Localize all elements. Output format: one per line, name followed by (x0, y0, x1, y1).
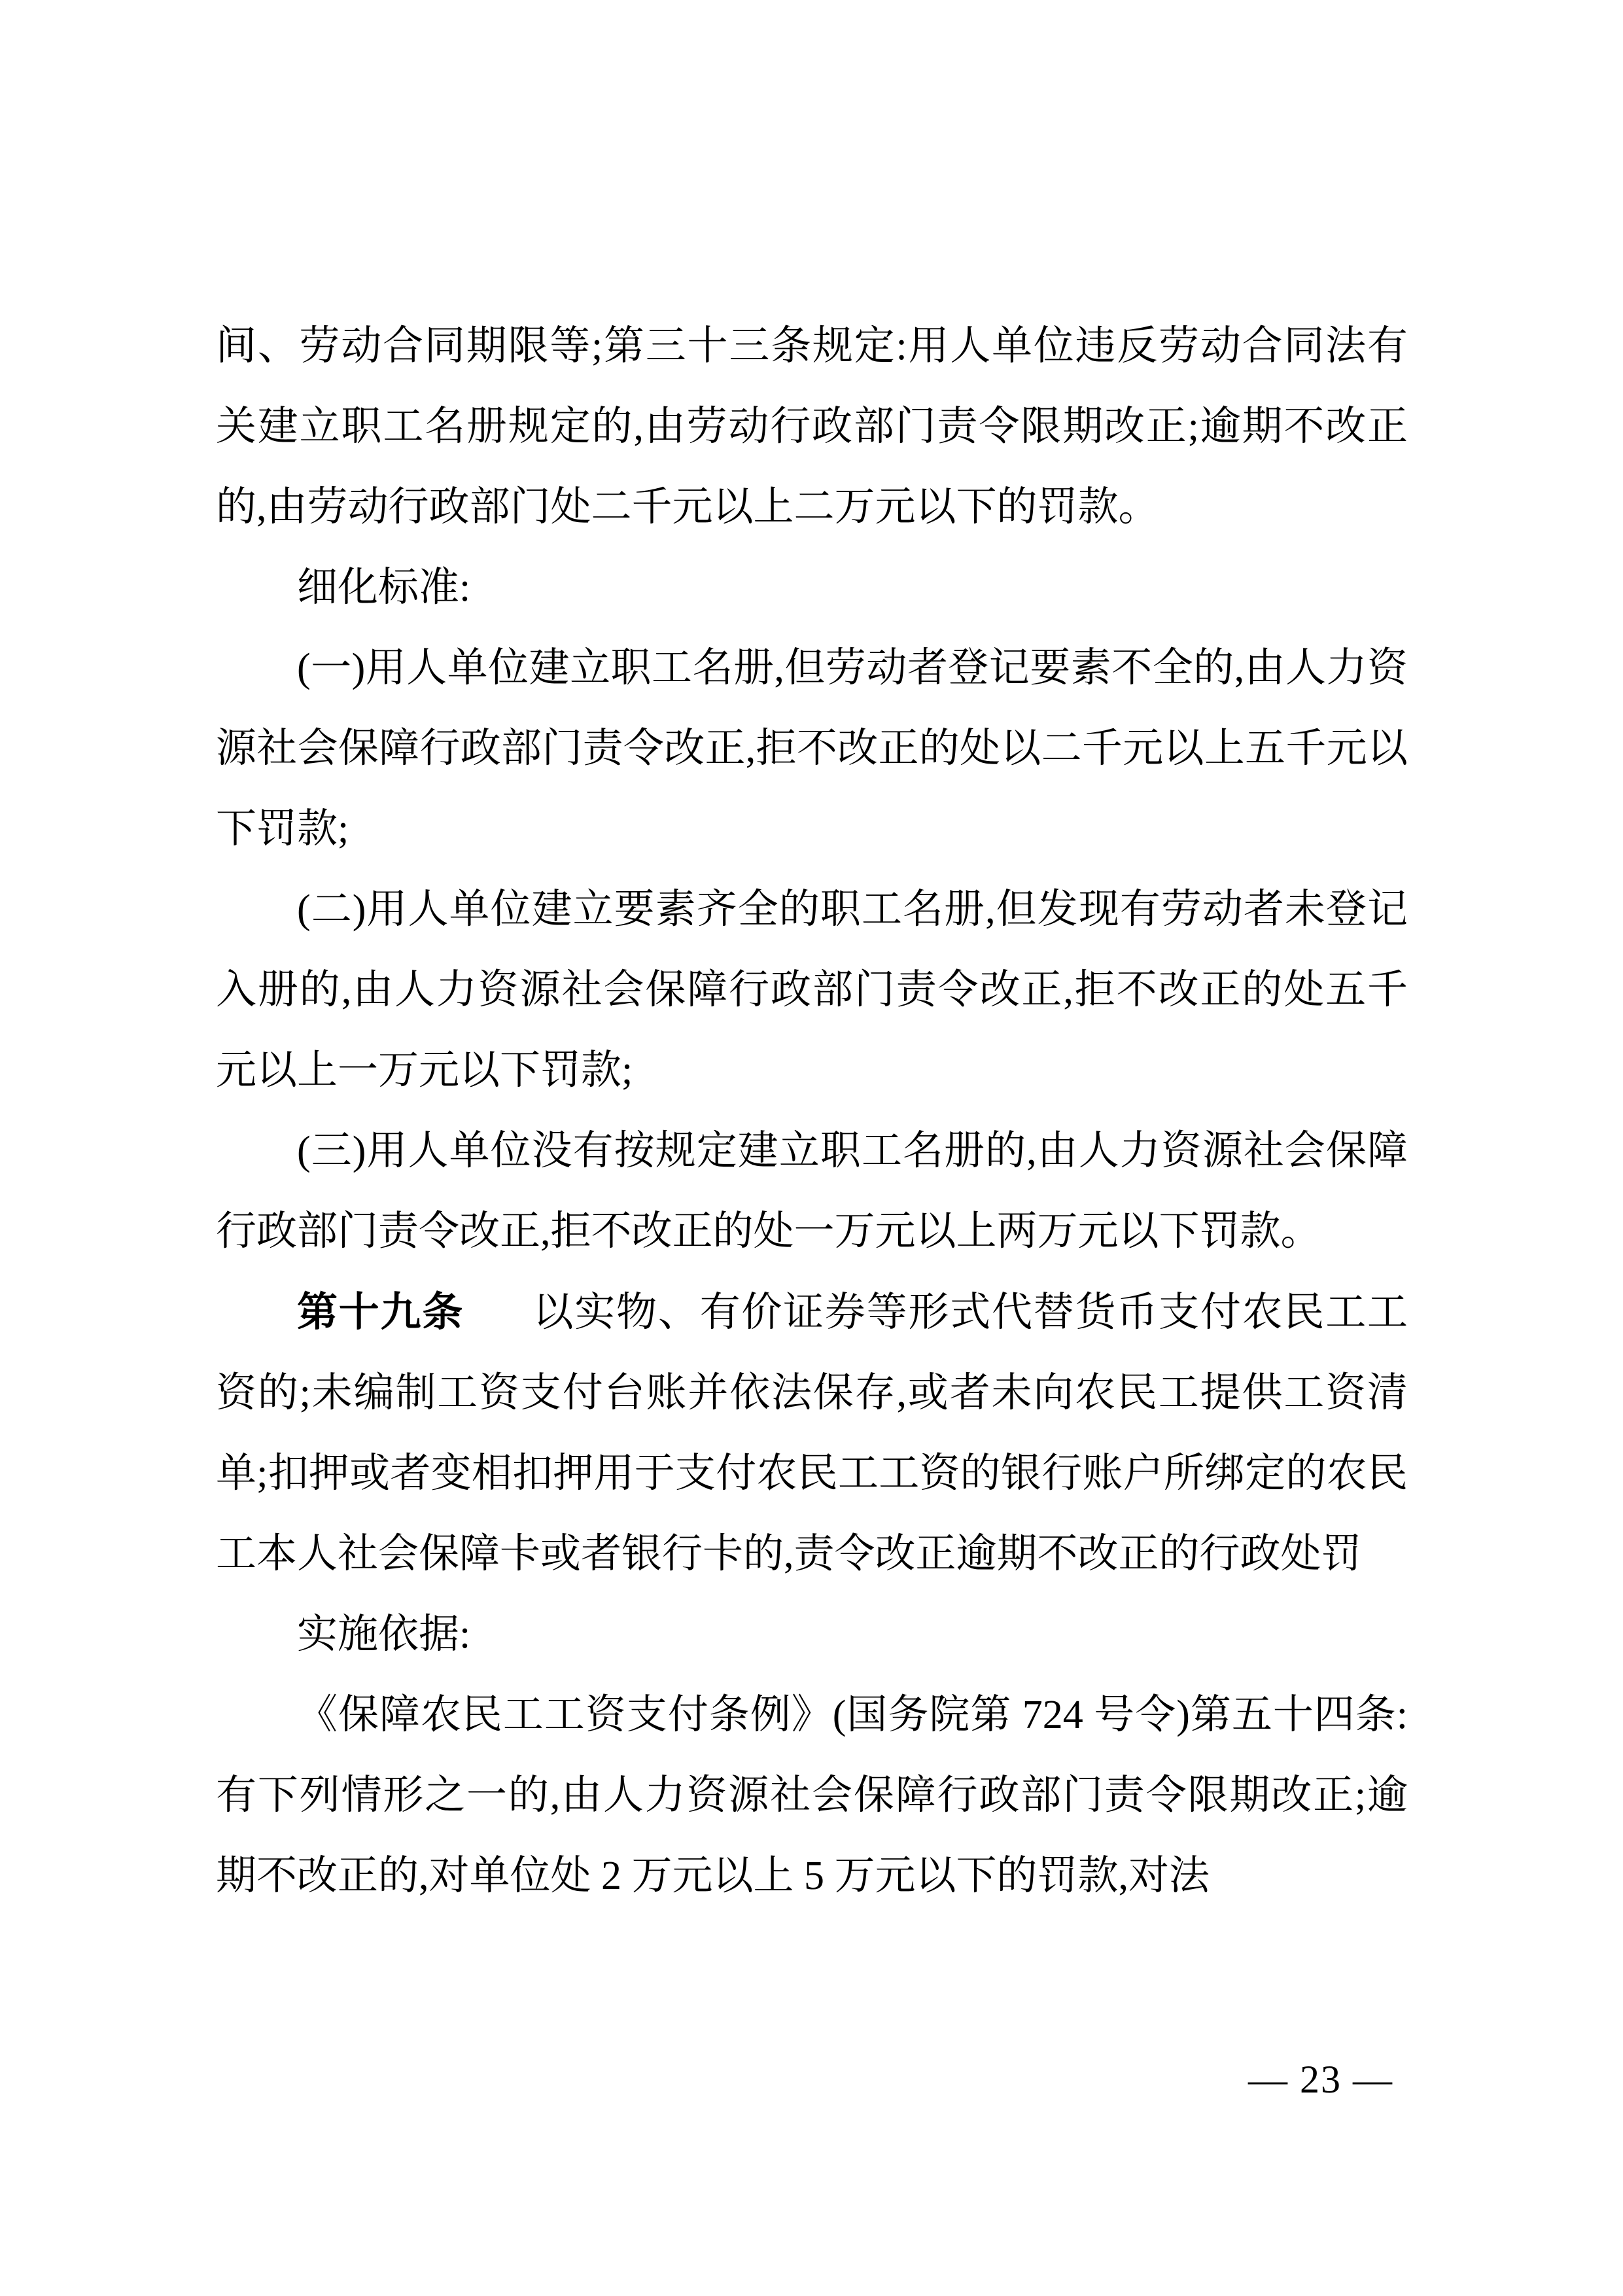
article-19-text: 以实物、有价证券等形式代替货币支付农民工工资的;未编制工资支付台账并依法保存,或者未向农民工提供工资清单;扣押或者变相扣押用于支付农民工工资的银行账户所绑定的农民工本人社会保障卡或者银行卡的,责令改正逾期不改正的行政处罚 (216, 1290, 1408, 1576)
paragraph-item-one: (一)用人单位建立职工名册,但劳动者登记要素不全的,由人力资源社会保障行政部门责令改正,拒不改正的处以二千元以上五千元以下罚款; (216, 646, 1408, 851)
paragraph-item-three: (三)用人单位没有按规定建立职工名册的,由人力资源社会保障行政部门责令改正,拒不改正的处一万元以上两万元以下罚款。 (216, 1129, 1408, 1254)
paragraph-continuation: 间、劳动合同期限等;第三十三条规定:用人单位违反劳动合同法有关建立职工名册规定的,由劳动行政部门责令限期改正;逾期不改正的,由劳动行政部门处二千元以上二万元以下的罚款。 (216, 324, 1408, 529)
paragraph-regulation-citation: 《保障农民工工资支付条例》(国务院第 724 号令)第五十四条:有下列情形之一的,由人力资源社会保障行政部门责令限期改正;逾期不改正的,对单位处 2 万元以上 5 万元以下的罚款,对法 (216, 1693, 1408, 1898)
article-number: 第十九条 (297, 1290, 464, 1335)
paragraph-refinement-standard-heading: 细化标准: (297, 565, 471, 610)
paragraph-item-two: (二)用人单位建立要素齐全的职工名册,但发现有劳动者未登记入册的,由人力资源社会保障行政部门责令改正,拒不改正的处五千元以上一万元以下罚款; (216, 887, 1408, 1093)
document-body (216, 306, 1408, 1916)
paragraph-implementation-basis-heading: 实施依据: (297, 1612, 471, 1657)
page-number: — 23 — (1248, 2058, 1393, 2101)
paragraph-article-19 (216, 1272, 1408, 1595)
